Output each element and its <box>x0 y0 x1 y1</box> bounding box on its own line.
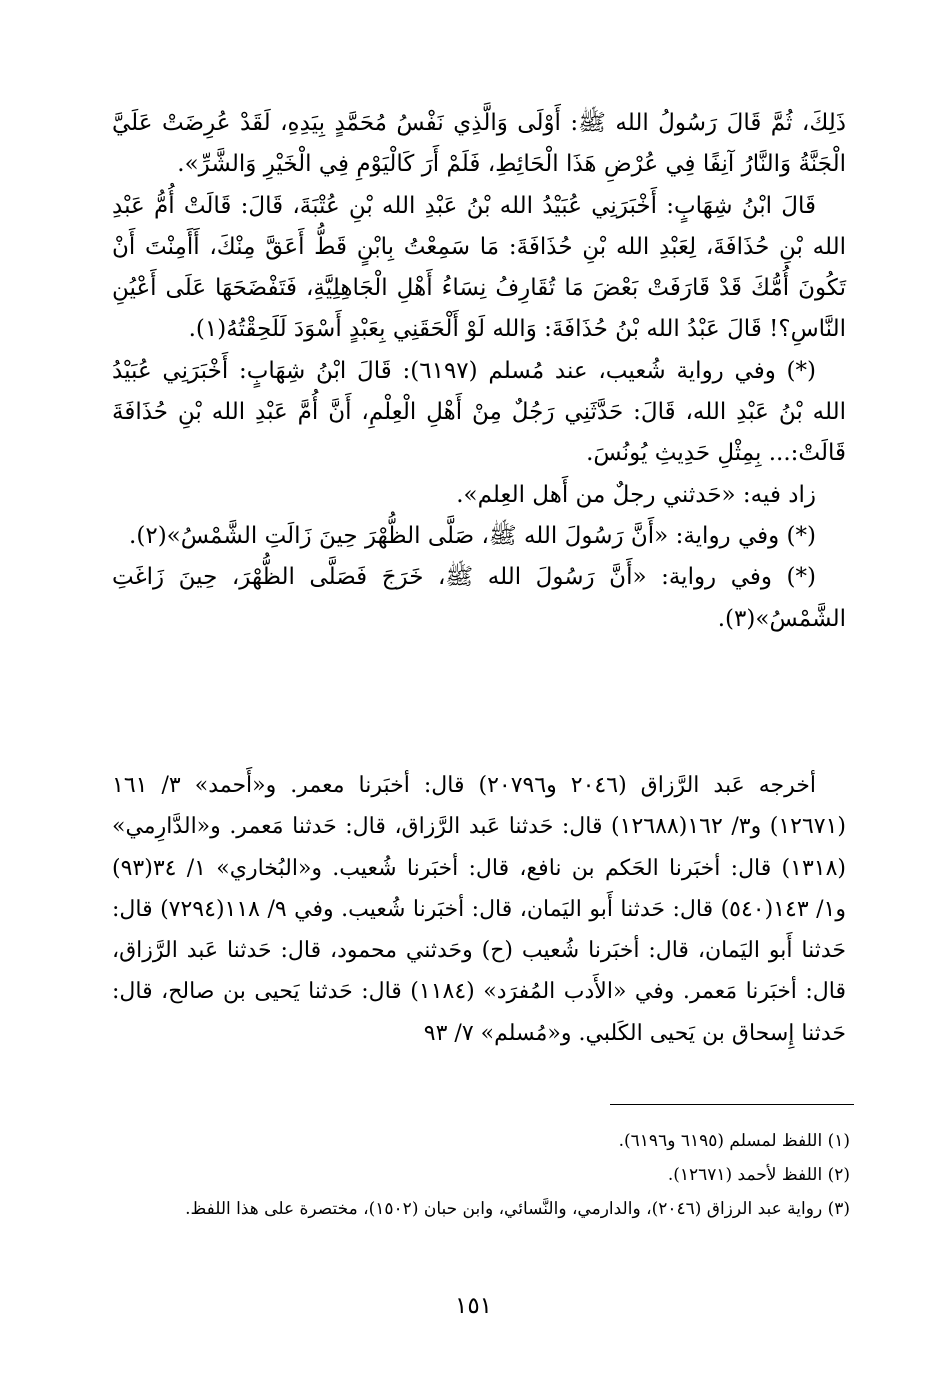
addition-note-paragraph: زاد فيه: «حَدثني رجلٌ من أَهل العِلم». <box>456 481 816 508</box>
page-number: ١٥١ <box>454 1293 493 1319</box>
narration-dhuhr-2-paragraph: (*) وفي رواية: «أَنَّ رَسُولَ الله ﷺ، خَرَجَ فَصَلَّى الظُّهْرَ، حِينَ زَاغَتِ الشَّمْسُ»(٣). <box>112 564 846 632</box>
footnote-separator <box>610 1104 854 1105</box>
footnote-2: (٢) اللفظ لأحمد (١٢٦٧١). <box>667 1165 850 1185</box>
hadith-ending-paragraph: ذَلِكَ، ثُمَّ قَالَ رَسُولُ الله ﷺ: أَوْلَى وَالَّذِي نَفْسُ مُحَمَّدٍ بِيَدِهِ، لَقَدْ عُرِضَتْ عَلَيَّ الْجَنَّةُ وَالنَّارُ آنِفًا فِي عُرْضِ هَذَا الْحَائِطِ، فَلَمْ أَرَ كَالْيَوْمِ فِي الْخَيْرِ وَالشَّرِّ». <box>112 110 846 178</box>
takhrij-paragraph: أخرجه عَبد الرَّزاق (٢٠٤٦ و٢٠٧٩٦) قال: أخبَرنا معمر. و«أَحمد» ٣/ ١٦١ (١٢٦٧١) و٣/ ١٦٢(١٢٦٨٨) قال: حَدثنا عَبد الرَّزاق، قال: حَدثنا مَعمر. و«الدَّارِمي» (١٣١٨) قال: أخبَرنا الحَكم بن نافع، قال: أخبَرنا شُعيب. و«البُخاري» ١/ ٣٤(٩٣) و١/ ١٤٣(٥٤٠) قال: حَدثنا أَبو اليَمان، قال: أخبَرنا شُعيب. وفي ٩/ ١١٨(٧٢٩٤) قال: حَدثنا أَبو اليَمان، قال: أخبَرنا شُعيب (ح) وحَدثني محمود، قال: حَدثنا عَبد الرَّزاق، قال: أخبَرنا مَعمر. وفي «الأَدب المُفرَد» (١١٨٤) قال: حَدثنا يَحيى بن صالح، قال: حَدثنا إِسحاق بن يَحيى الكَلبي. و«مُسلم» ٧/ ٩٣ <box>112 773 847 1046</box>
footnote-3: (٣) رواية عبد الرزاق (٢٠٤٦)، والدارمي، والنَّسائي، وابن حبان (١٥٠٢)، مختصرة على هذا اللفظ. <box>185 1199 850 1219</box>
narration-dhuhr-paragraph: (*) وفي رواية: «أَنَّ رَسُولَ الله ﷺ، صَلَّى الظُّهْرَ حِينَ زَالَتِ الشَّمْسُ»(٢). <box>129 522 816 549</box>
shuaib-narration-paragraph: (*) وفي رواية شُعيب، عند مُسلم (٦١٩٧): قَالَ ابْنُ شِهَابٍ: أَخْبَرَنِي عُبَيْدُ الله بْنُ عَبْدِ الله، قَالَ: حَدَّثَنِي رَجُلٌ مِنْ أَهْلِ الْعِلْمِ، أَنَّ أُمَّ عَبْدِ الله بْنِ حُذَافَةَ قَالَتْ:... بِمِثْلِ حَدِيثِ يُونُسَ. <box>112 357 846 467</box>
footnote-1: (١) اللفظ لمسلم (٦١٩٥ و٦١٩٦). <box>618 1131 850 1151</box>
takhrij-section <box>112 765 846 1054</box>
footnotes <box>112 1124 850 1226</box>
ibn-shihab-paragraph: قَالَ ابْنُ شِهَابٍ: أَخْبَرَنِي عُبَيْدُ الله بْنُ عَبْدِ الله بْنِ عُتْبَةَ، قَالَ: قَالَتْ أُمُّ عَبْدِ الله بْنِ حُذَافَةَ، لِعَبْدِ الله بْنِ حُذَافَةَ: مَا سَمِعْتُ بِابْنٍ قَطُّ أَعَقَّ مِنْكَ، أَأَمِنْتَ أَنْ تَكُونَ أُمُّكَ قَدْ قَارَفَتْ بَعْضَ مَا تُقَارِفُ نِسَاءُ أَهْلِ الْجَاهِلِيَّةِ، فَتَفْضَحَهَا عَلَى أَعْيُنِ النَّاسِ؟! قَالَ عَبْدُ الله بْنُ حُذَافَةَ: وَالله لَوْ أَلْحَقَنِي بِعَبْدٍ أَسْوَدَ لَلَحِقْتُهُ(١). <box>112 192 846 343</box>
main-text <box>112 103 846 640</box>
